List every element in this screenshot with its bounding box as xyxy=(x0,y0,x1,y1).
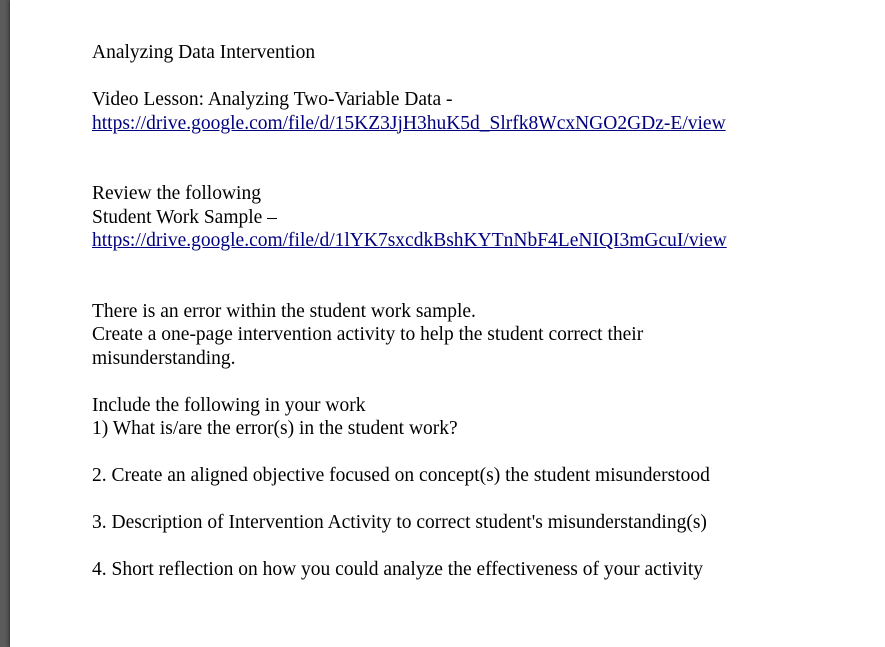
document-page xyxy=(10,0,885,647)
task-line-2: Create a one-page intervention activity to help the student correct their xyxy=(92,324,644,345)
review-line-1: Review the following xyxy=(92,183,261,204)
spacer xyxy=(92,441,852,465)
spacer xyxy=(92,488,852,512)
include-item-4: 4. Short reflection on how you could analyze the effectiveness of your activity xyxy=(92,559,703,580)
include-item-3: 3. Description of Intervention Activity to correct student's misunderstanding(s) xyxy=(92,512,707,533)
include-item-2: 2. Create an aligned objective focused on concept(s) the student misunderstood xyxy=(92,465,710,486)
task-line-3: misunderstanding. xyxy=(92,347,236,369)
task-line-1: There is an error within the student work sample. xyxy=(92,300,476,322)
document-body xyxy=(92,41,852,582)
review-line-2: Student Work Sample – xyxy=(92,206,277,228)
spacer xyxy=(92,535,852,559)
include-heading: Include the following in your work xyxy=(92,394,366,416)
document-title: Analyzing Data Intervention xyxy=(92,42,316,63)
review-link-line xyxy=(92,229,852,253)
spacer xyxy=(92,253,852,300)
include-item-1: 1) What is/are the error(s) in the student work? xyxy=(92,418,458,439)
video-lesson-label: Video Lesson: Analyzing Two-Variable Data - xyxy=(92,89,453,110)
spacer xyxy=(92,135,852,182)
spacer xyxy=(92,65,852,89)
student-work-link[interactable]: https://drive.google.com/file/d/1lYK7sxcdkBshKYTnNbF4LeNIQI3mGcuI/view xyxy=(92,230,727,251)
spacer xyxy=(92,370,852,394)
video-lesson-link[interactable]: https://drive.google.com/file/d/15KZ3JjH3huK5d_Slrfk8WcxNGO2GDz-E/view xyxy=(92,112,726,134)
video-lesson-line xyxy=(92,112,852,136)
